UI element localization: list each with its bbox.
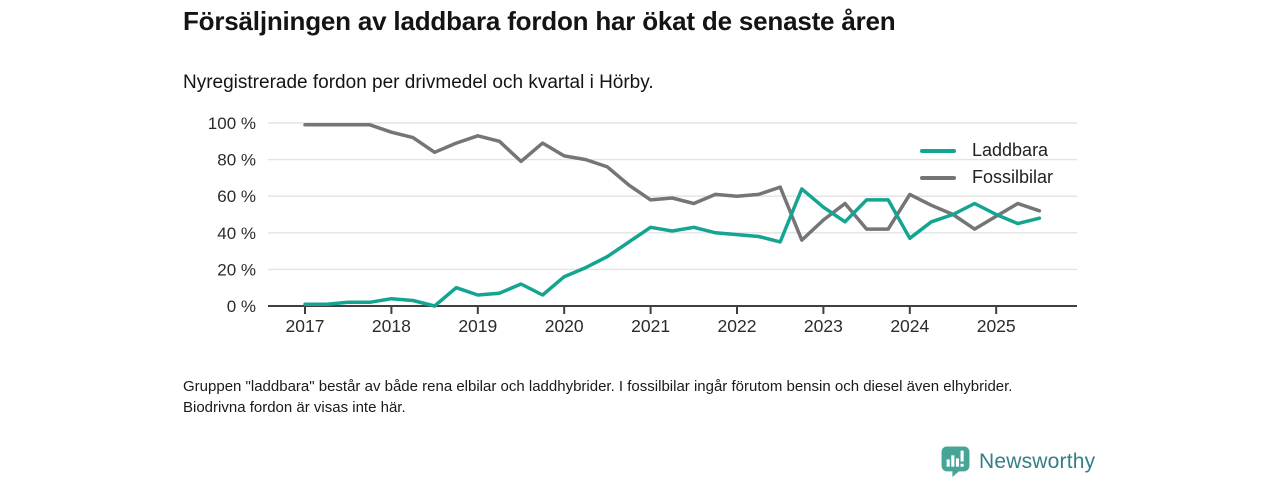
chart-subtitle: Nyregistrerade fordon per drivmedel och kvartal i Hörby.: [183, 72, 654, 93]
y-axis-tick-label: 100 %: [207, 114, 256, 133]
x-axis-tick-label: 2020: [544, 316, 584, 336]
x-axis-tick-label: 2019: [458, 316, 498, 336]
x-axis-tick-label: 2025: [976, 316, 1016, 336]
x-axis-tick-label: 2017: [285, 316, 325, 336]
x-axis-tick-label: 2021: [631, 316, 671, 336]
x-axis-tick-label: 2023: [803, 316, 843, 336]
laddbara-line-swatch: [920, 149, 956, 153]
legend-label-laddbara: Laddbara: [972, 140, 1049, 160]
y-axis-tick-label: 80 %: [217, 150, 256, 170]
y-axis-tick-label: 40 %: [217, 223, 256, 243]
newsworthy-logo-text: Newsworthy: [979, 449, 1096, 473]
page-title: Försäljningen av laddbara fordon har ökat de senaste åren: [183, 6, 896, 36]
x-axis-tick-label: 2018: [371, 316, 411, 336]
newsworthy-logo: [941, 446, 1095, 477]
x-axis-tick-label: 2022: [717, 316, 757, 336]
y-axis-tick-label: 20 %: [217, 260, 256, 280]
newsworthy-bar-chart-pin-icon: [941, 446, 970, 477]
chart-footnote: Gruppen "laddbara" består av både rena elbilar och laddhybrider. I fossilbilar ingår förutom bensin och diesel även elhybrider. Biodrivna fordon är visas inte här.: [183, 378, 1013, 416]
legend-label-fossilbilar: Fossilbilar: [972, 167, 1054, 187]
legend-item-fossilbilar: [920, 164, 1053, 191]
x-axis-tick-label: 2024: [890, 316, 930, 336]
y-axis-tick-label: 0 %: [226, 297, 256, 316]
legend-item-laddbara: [920, 137, 1053, 164]
fossilbilar-line-swatch: [920, 176, 956, 180]
chart-legend: [920, 137, 1053, 191]
y-axis-tick-label: 60 %: [217, 187, 256, 207]
laddbara-line: [305, 189, 1039, 306]
